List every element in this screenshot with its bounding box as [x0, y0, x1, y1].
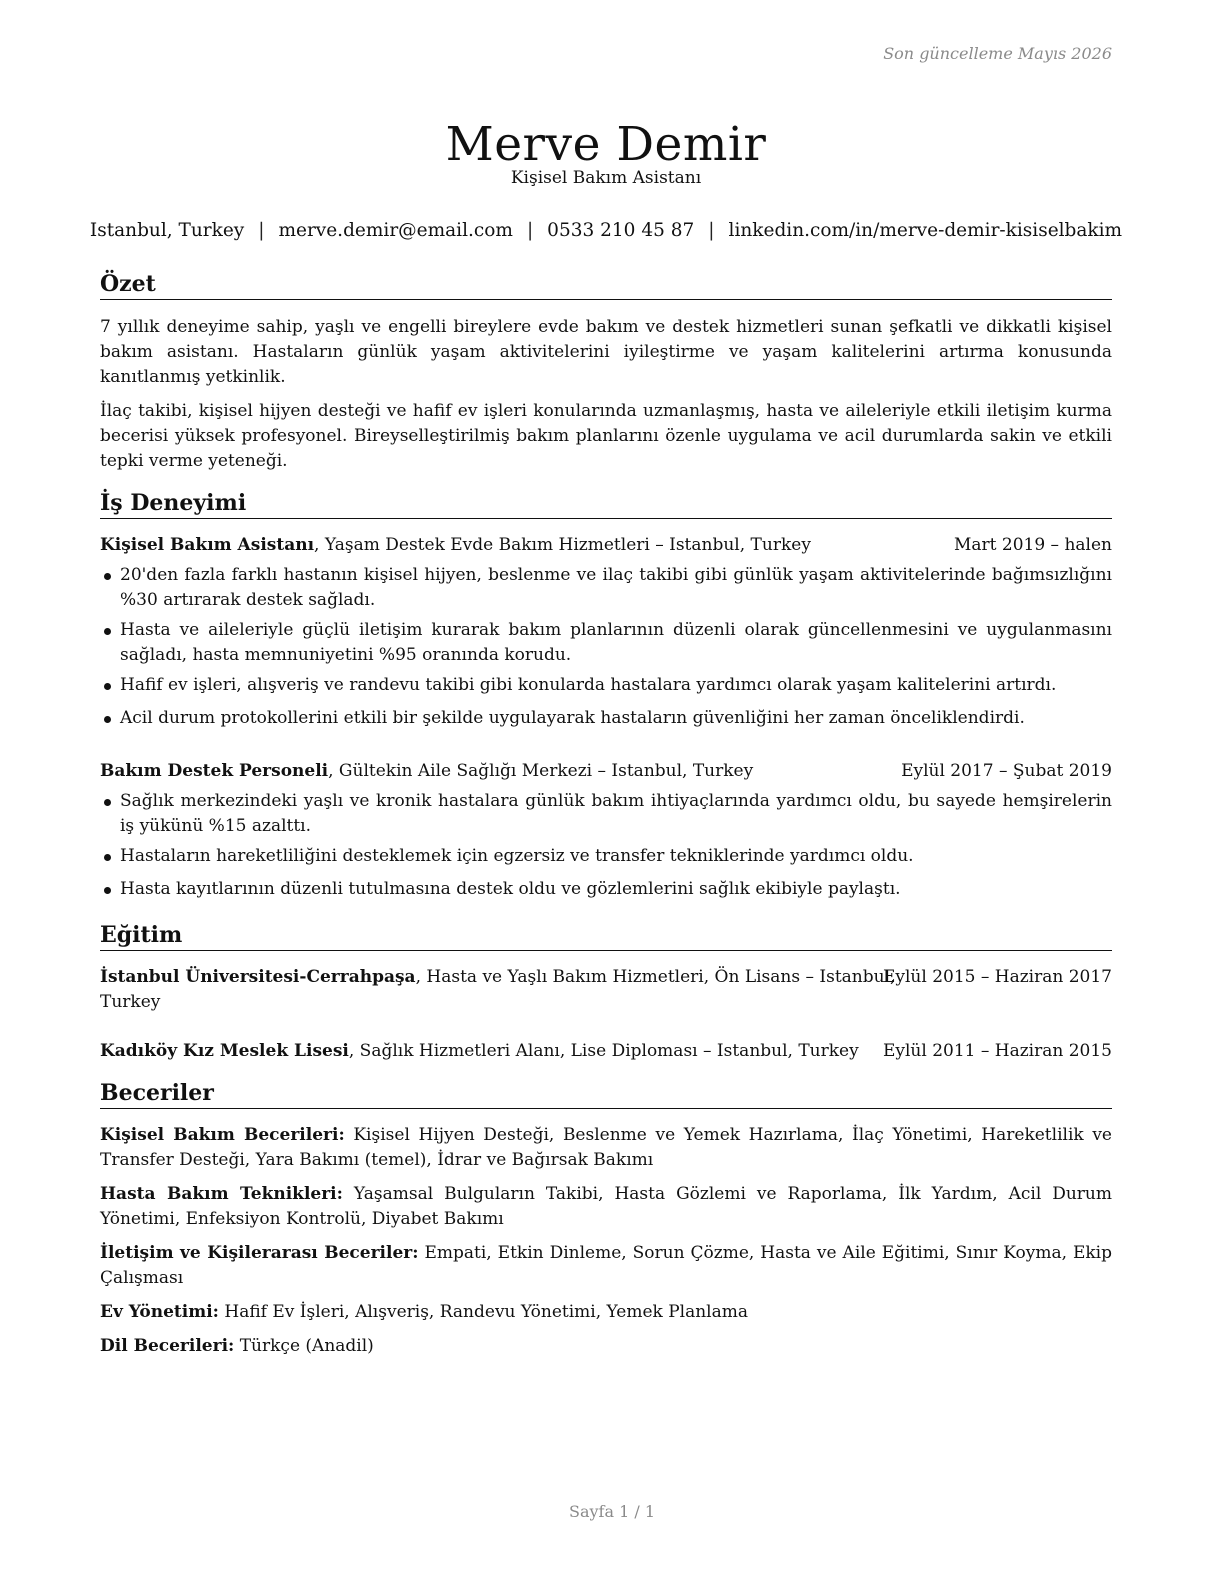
education-section	[100, 921, 1112, 1064]
section-title-skills: Beceriler	[100, 1079, 1112, 1109]
list-item: Hasta ve aileleriyle güçlü iletişim kurarak bakım planlarının düzenli olarak güncellenmesini ve uygulanmasını sağladı, hasta memnuniyetini %95 oranında korudu.	[100, 618, 1112, 668]
job-bullets	[100, 563, 1112, 731]
contact-location: Istanbul, Turkey	[89, 220, 245, 241]
education-date: Eylül 2011 – Haziran 2015	[882, 1041, 1112, 1061]
job-position: Bakım Destek Personeli	[100, 761, 329, 781]
job-date: Eylül 2017 – Şubat 2019	[901, 761, 1112, 781]
education-date: Eylül 2015 – Haziran 2017	[882, 967, 1112, 987]
skill-label: Dil Becerileri:	[100, 1336, 235, 1356]
job-entry	[100, 759, 1112, 902]
job-company: , Yaşam Destek Evde Bakım Hizmetleri – Istanbul, Turkey	[314, 535, 811, 555]
contact-separator: |	[526, 220, 534, 241]
list-item: Sağlık merkezindeki yaşlı ve kronik hastalara günlük bakım ihtiyaçlarında yardımcı oldu, bu sayede hemşirelerin iş yükünü %15 azalttı.	[100, 789, 1112, 839]
contact-phone[interactable]: 0533 210 45 87	[547, 220, 695, 241]
list-item: Hasta kayıtlarının düzenli tutulmasına destek oldu ve gözlemlerini sağlık ekibiyle paylaştı.	[100, 877, 1112, 902]
section-title-education: Eğitim	[100, 921, 1112, 951]
skill-label: Ev Yönetimi:	[100, 1302, 219, 1322]
education-program-cont: Turkey	[100, 992, 161, 1012]
skill-row	[100, 1182, 1112, 1232]
skill-label: Kişisel Bakım Becerileri:	[100, 1125, 345, 1145]
job-header	[100, 533, 1112, 558]
list-item: Acil durum protokollerini etkili bir şekilde uygulayarak hastaların güvenliğini her zaman önceliklendirdi.	[100, 706, 1112, 731]
skill-label: İletişim ve Kişilerarası Beceriler:	[100, 1243, 419, 1263]
contact-linkedin[interactable]: linkedin.com/in/merve-demir-kisiselbakim	[728, 220, 1123, 241]
skill-value: Hafif Ev İşleri, Alışveriş, Randevu Yönetimi, Yemek Planlama	[218, 1302, 749, 1322]
skill-row	[100, 1241, 1112, 1291]
job-header	[100, 759, 1112, 784]
contact-email[interactable]: merve.demir@email.com	[278, 220, 513, 241]
skill-row	[100, 1123, 1112, 1173]
page-number: Sayfa 1 / 1	[568, 1502, 655, 1521]
job-company: , Gültekin Aile Sağlığı Merkezi – Istanbul, Turkey	[328, 761, 754, 781]
section-title-summary: Özet	[100, 270, 1112, 300]
education-entry	[100, 1039, 1112, 1064]
education-school: Kadıköy Kız Meslek Lisesi	[100, 1041, 349, 1061]
skill-label: Hasta Bakım Teknikleri:	[100, 1184, 343, 1204]
list-item: Hastaların hareketliliğini desteklemek için egzersiz ve transfer tekniklerinde yardımcı oldu.	[100, 844, 1112, 869]
skill-value: Kişisel Hijyen Desteği, Beslenme ve Yemek Hazırlama, İlaç Yönetimi, Hareketlilik ve Transfer Desteği, Yara Bakımı (temel), İdrar ve Bağırsak Bakımı	[100, 1125, 1112, 1170]
job-date: Mart 2019 – halen	[953, 535, 1112, 555]
education-program: , Hasta ve Yaşlı Bakım Hizmetleri, Ön Lisans – Istanbul,	[415, 967, 896, 987]
job-position: Kişisel Bakım Asistanı	[100, 535, 315, 555]
summary-paragraph: 7 yıllık deneyime sahip, yaşlı ve engelli bireylere evde bakım ve destek hizmetleri sunan şefkatli ve dikkatli kişisel bakım asistanı. Hastaların günlük yaşam aktivitelerini iyileştirme ve yaşam kalitelerini artırma konusunda kanıtlanmış yetkinlik.	[100, 317, 1112, 387]
education-entry	[100, 965, 1112, 1015]
job-entry	[100, 533, 1112, 731]
last-updated: Son güncelleme Mayıs 2026	[883, 44, 1112, 63]
experience-section	[100, 489, 1112, 902]
skill-row	[100, 1300, 1112, 1325]
job-bullets	[100, 789, 1112, 902]
person-name: Merve Demir	[445, 117, 767, 173]
education-program: , Sağlık Hizmetleri Alanı, Lise Diploması – Istanbul, Turkey	[348, 1041, 859, 1061]
list-item: Hafif ev işleri, alışveriş ve randevu takibi gibi konularda hastalara yardımcı olarak yaşam kalitelerini artırdı.	[100, 673, 1112, 698]
list-item: 20'den fazla farklı hastanın kişisel hijyen, beslenme ve ilaç takibi gibi günlük yaşam aktivitelerinde bağımsızlığını %30 artırarak destek sağladı.	[100, 563, 1112, 613]
summary-paragraph: İlaç takibi, kişisel hijyen desteği ve hafif ev işleri konularında uzmanlaşmış, hasta ve aileleriyle etkili iletişim kurma becerisi yüksek profesyonel. Bireyselleştirilmiş bakım planlarını özenle uygulama ve acil durumlarda sakin ve etkili tepki verme yeteneği.	[100, 401, 1112, 471]
section-title-experience: İş Deneyimi	[100, 489, 1112, 519]
skill-value: Türkçe (Anadil)	[234, 1336, 374, 1356]
education-school: İstanbul Üniversitesi-Cerrahpaşa	[100, 967, 416, 987]
skill-value: Empati, Etkin Dinleme, Sorun Çözme, Hasta ve Aile Eğitimi, Sınır Koyma, Ekip Çalışması	[100, 1243, 1112, 1288]
summary-section	[100, 270, 1112, 474]
skill-row	[100, 1334, 1112, 1359]
contact-line	[80, 220, 1132, 241]
contact-separator: |	[708, 220, 715, 241]
job-title: Kişisel Bakım Asistanı	[510, 168, 702, 188]
skill-value: Yaşamsal Bulguların Takibi, Hasta Gözlemi ve Raporlama, İlk Yardım, Acil Durum Yönetimi, Enfeksiyon Kontrolü, Diyabet Bakımı	[100, 1184, 1112, 1229]
contact-separator: |	[258, 220, 265, 241]
skills-section	[100, 1079, 1112, 1359]
